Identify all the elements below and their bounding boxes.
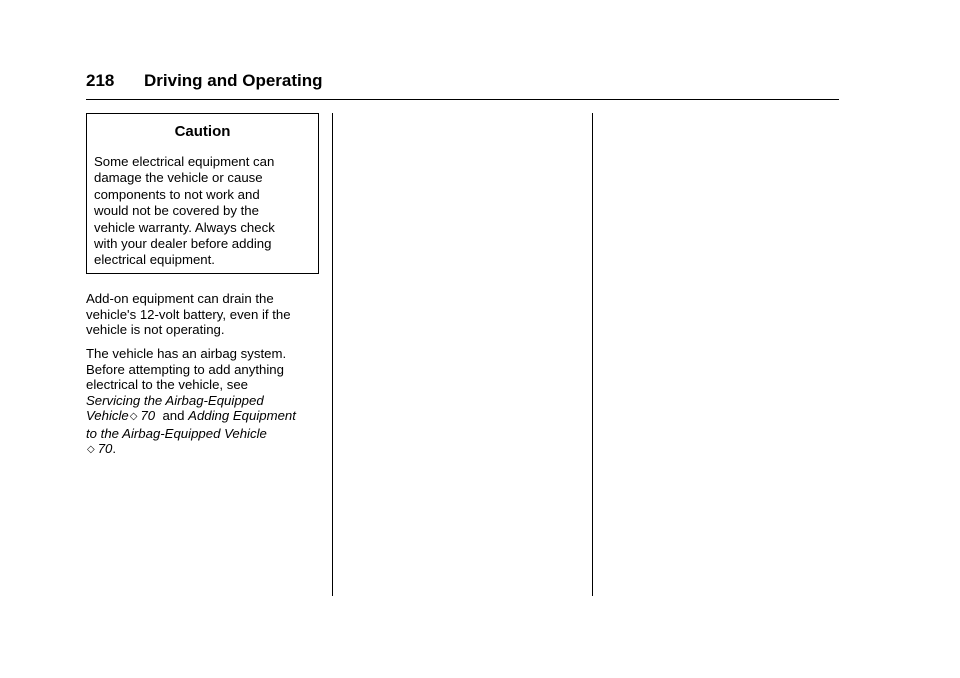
paragraph-battery-drain	[86, 291, 326, 338]
text-line	[86, 426, 326, 442]
caution-line: Some electrical equipment can	[94, 154, 275, 169]
page-number: 218	[86, 71, 115, 90]
header-rule	[86, 99, 839, 100]
text-line: vehicle is not operating.	[86, 322, 225, 337]
caution-line: electrical equipment.	[94, 252, 215, 268]
caution-line: vehicle warranty. Always check	[94, 219, 275, 235]
caution-title: Caution	[174, 123, 231, 140]
caution-line: would not be covered by the	[94, 203, 259, 219]
text-line	[86, 393, 326, 409]
page-ref-70[interactable]: 70	[140, 408, 156, 423]
text-line: electrical to the vehicle, see	[86, 377, 248, 392]
conjunction: and	[162, 408, 185, 423]
link-adding-equipment[interactable]: Adding Equipment	[188, 408, 296, 423]
page-ref-icon: ◇	[87, 444, 95, 455]
column-divider-1	[332, 113, 333, 596]
link-adding-equipment-cont[interactable]: to the Airbag-Equipped Vehicle	[86, 425, 267, 441]
page-ref-70[interactable]: 70	[97, 441, 113, 456]
text-line: Before attempting to add anything	[86, 361, 284, 377]
caution-text	[94, 154, 316, 269]
caution-line: components to not work and	[94, 186, 260, 202]
text-line: The vehicle has an airbag system.	[86, 346, 287, 361]
text-line	[86, 441, 326, 459]
caution-line: with your dealer before adding	[94, 236, 272, 252]
text-line	[86, 408, 326, 426]
caution-box	[86, 113, 319, 274]
link-servicing-airbag[interactable]: Servicing the Airbag-Equipped	[86, 392, 264, 408]
page-ref-icon: ◇	[129, 411, 138, 422]
text-line: vehicle's 12-volt battery, even if the	[86, 306, 291, 322]
column-divider-2	[592, 113, 593, 596]
paragraph-airbag	[86, 346, 326, 459]
caution-line: damage the vehicle or cause	[94, 170, 263, 186]
page-header	[86, 71, 323, 91]
end-punctuation: .	[112, 441, 117, 456]
link-servicing-airbag-cont[interactable]: Vehicle	[86, 408, 129, 423]
section-title: Driving and Operating	[144, 71, 323, 90]
text-line: Add-on equipment can drain the	[86, 291, 274, 306]
